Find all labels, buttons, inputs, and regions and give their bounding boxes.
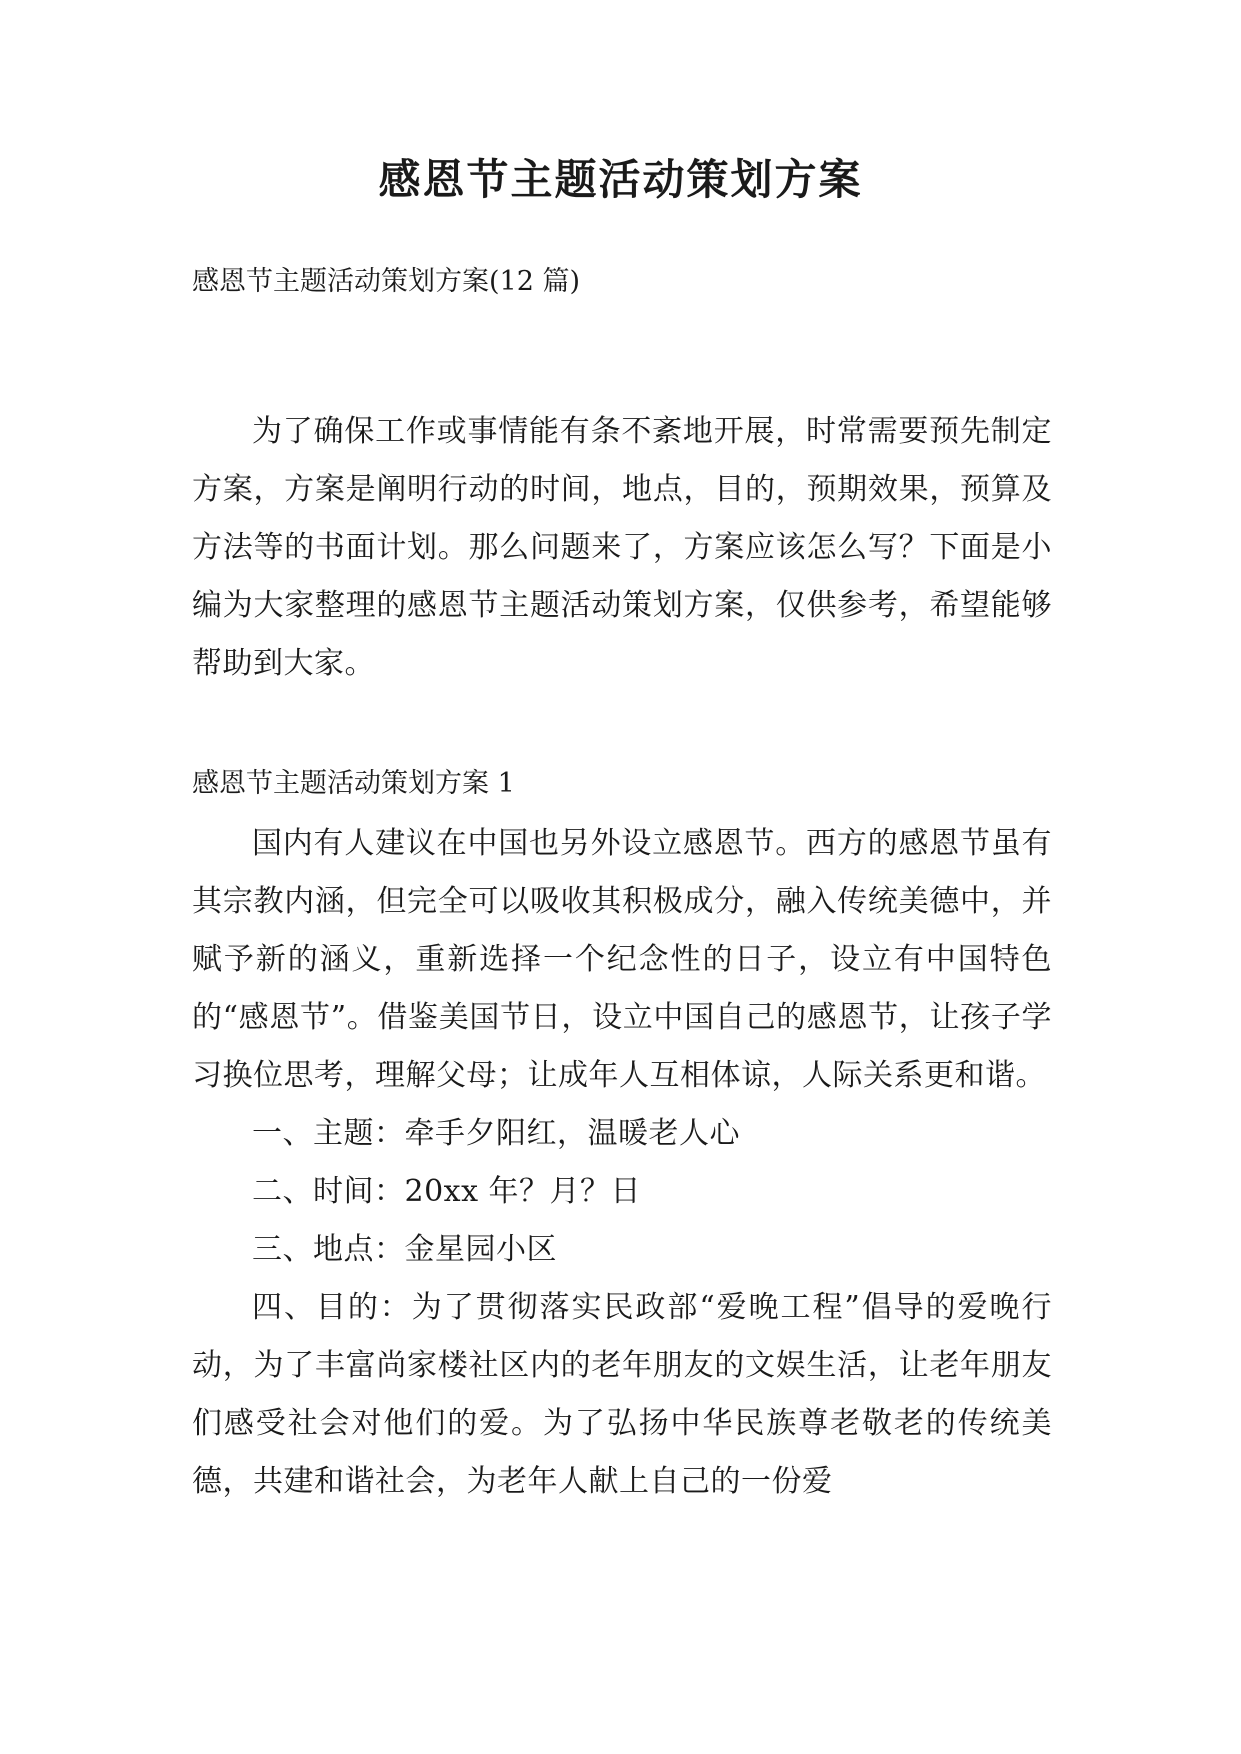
section-1-paragraph-1: 国内有人建议在中国也另外设立感恩节。西方的感恩节虽有其宗教内涵，但完全可以吸收其积极成分，融入传统美德中，并赋予新的涵义，重新选择一个纪念性的日子，设立有中国特色的“感恩节”。借鉴美国节日，设立中国自己的感恩节，让孩子学习换位思考，理解父母；让成年人互相体谅，人际关系更和谐。 bbox=[192, 826, 1052, 1093]
document-subtitle: 感恩节主题活动策划方案(12 篇) bbox=[192, 266, 581, 297]
section-1-body bbox=[192, 815, 1052, 1511]
section-1-theme: 一、主题：牵手夕阳红，温暖老人心 bbox=[252, 1116, 740, 1151]
intro-paragraph: 为了确保工作或事情能有条不紊地开展，时常需要预先制定方案，方案是阐明行动的时间，地点，目的，预期效果，预算及方法等的书面计划。那么问题来了，方案应该怎么写？下面是小编为大家整理的感恩节主题活动策划方案，仅供参考，希望能够帮助到大家。 bbox=[192, 414, 1052, 681]
document-title: 感恩节主题活动策划方案 bbox=[378, 155, 863, 204]
intro-section bbox=[192, 403, 1052, 693]
section-1-heading: 感恩节主题活动策划方案 1 bbox=[192, 768, 515, 799]
section-1-time: 二、时间：20xx 年？月？日 bbox=[252, 1174, 642, 1209]
section-1-location: 三、地点：金星园小区 bbox=[252, 1232, 557, 1267]
section-1-purpose: 四、目的：为了贯彻落实民政部“爱晚工程”倡导的爱晚行动，为了丰富尚家楼社区内的老年朋友的文娱生活，让老年朋友们感受社会对他们的爱。为了弘扬中华民族尊老敬老的传统美德，共建和谐社会，为老年人献上自己的一份爱 bbox=[192, 1290, 1052, 1499]
